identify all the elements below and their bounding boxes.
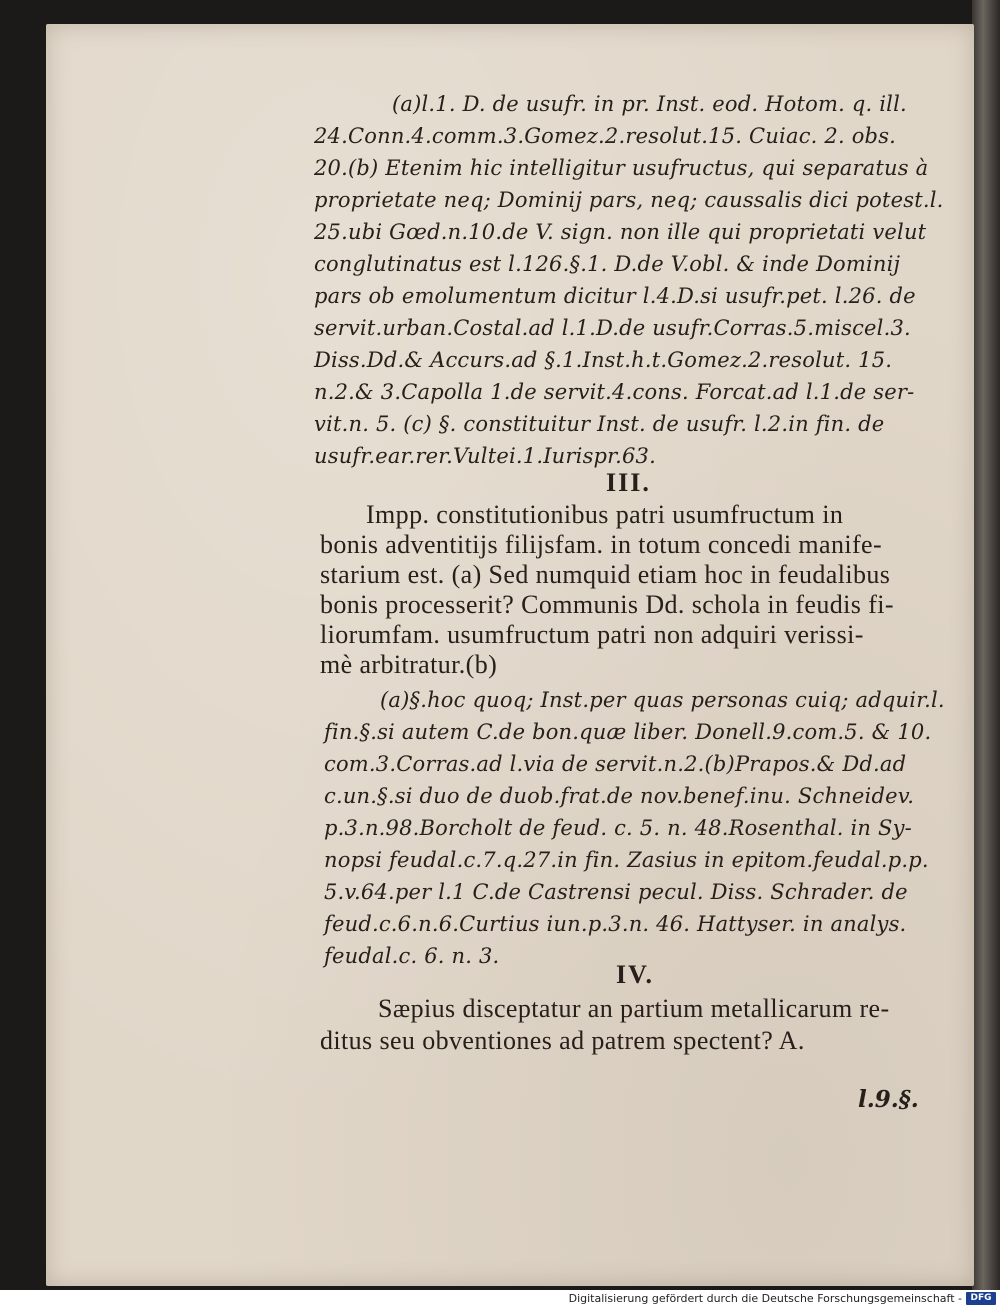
footnote-line: usufr.ear.rer.Vultei.1.Iurispr.63. (314, 444, 656, 468)
paragraph-line: Impp. constitutionibus patri usumfructum in (366, 500, 844, 529)
footer-bar (0, 1290, 1000, 1308)
paragraph-line: bonis processerit? Communis Dd. schola in feudis fi- (320, 590, 894, 619)
footer-credit: Digitalisierung gefördert durch die Deutsche Forschungsgemeinschaft - (568, 1292, 962, 1305)
paragraph-line: ditus seu obventiones ad patrem spectent? A. (320, 1026, 805, 1055)
footnote-line: com.3.Corras.ad l.via de servit.n.2.(b)Prapos.& Dd.ad (324, 752, 907, 776)
footnote-line: 5.v.64.per l.1 C.de Castrensi pecul. Diss. Schrader. de (324, 880, 908, 904)
footnote-line: feud.c.6.n.6.Curtius iun.p.3.n. 46. Hattyser. in analys. (324, 912, 907, 936)
footnote-line: p.3.n.98.Borcholt de feud. c. 5. n. 48.Rosenthal. in Sy- (324, 816, 912, 840)
footnote-line: 24.Conn.4.comm.3.Gomez.2.resolut.15. Cuiac. 2. obs. (314, 124, 897, 148)
footnote-line: servit.urban.Costal.ad l.1.D.de usufr.Corras.5.miscel.3. (314, 316, 911, 340)
footnote-line: c.un.§.si duo de duob.frat.de nov.benef.inu. Schneidev. (324, 784, 915, 808)
footnote-line: conglutinatus est l.126.§.1. D.de V.obl. & inde Dominij (314, 252, 901, 276)
paragraph-line: bonis adventitijs filijsfam. in totum concedi manife- (320, 530, 883, 559)
catchword: l.9.§. (858, 1086, 919, 1113)
footnote-line: nopsi feudal.c.7.q.27.in fin. Zasius in epitom.feudal.p.p. (324, 848, 929, 872)
dfg-logo: DFG (966, 1292, 996, 1305)
footnote-line: (a)l.1. D. de usufr. in pr. Inst. eod. Hotom. q. ill. (392, 92, 907, 116)
footnote-line: n.2.& 3.Capolla 1.de servit.4.cons. Forcat.ad l.1.de ser- (314, 380, 915, 404)
paragraph-line: Sæpius disceptatur an partium metallicarum re- (378, 994, 890, 1023)
paragraph-line: starium est. (a) Sed numquid etiam hoc in feudalibus (320, 560, 891, 589)
footnote-line: vit.n. 5. (c) §. constituitur Inst. de usufr. l.2.in fin. de (314, 412, 885, 436)
section-heading-iv: IV. (616, 960, 655, 989)
footnote-line: 20.(b) Etenim hic intelligitur usufructus, qui separatus à (314, 156, 929, 180)
footnote-line: feudal.c. 6. n. 3. (324, 944, 500, 968)
footnote-line: pars ob emolumentum dicitur l.4.D.si usufr.pet. l.26. de (314, 284, 916, 308)
paragraph-line: liorumfam. usumfructum patri non adquiri verissi- (320, 620, 864, 649)
paragraph-line: mè arbitratur.(b) (320, 650, 498, 679)
footnote-line: proprietate neq; Dominij pars, neq; caussalis dici potest.l. (314, 188, 944, 212)
footnote-line: (a)§.hoc quoq; Inst.per quas personas cuiq; adquir.l. (380, 688, 945, 712)
section-heading-iii: III. (606, 468, 651, 497)
footnote-line: fin.§.si autem C.de bon.quæ liber. Donell.9.com.5. & 10. (324, 720, 932, 744)
footnote-line: Diss.Dd.& Accurs.ad §.1.Inst.h.t.Gomez.2.resolut. 15. (314, 348, 893, 372)
footnote-line: 25.ubi Gœd.n.10.de V. sign. non ille qui proprietati velut (314, 220, 927, 244)
